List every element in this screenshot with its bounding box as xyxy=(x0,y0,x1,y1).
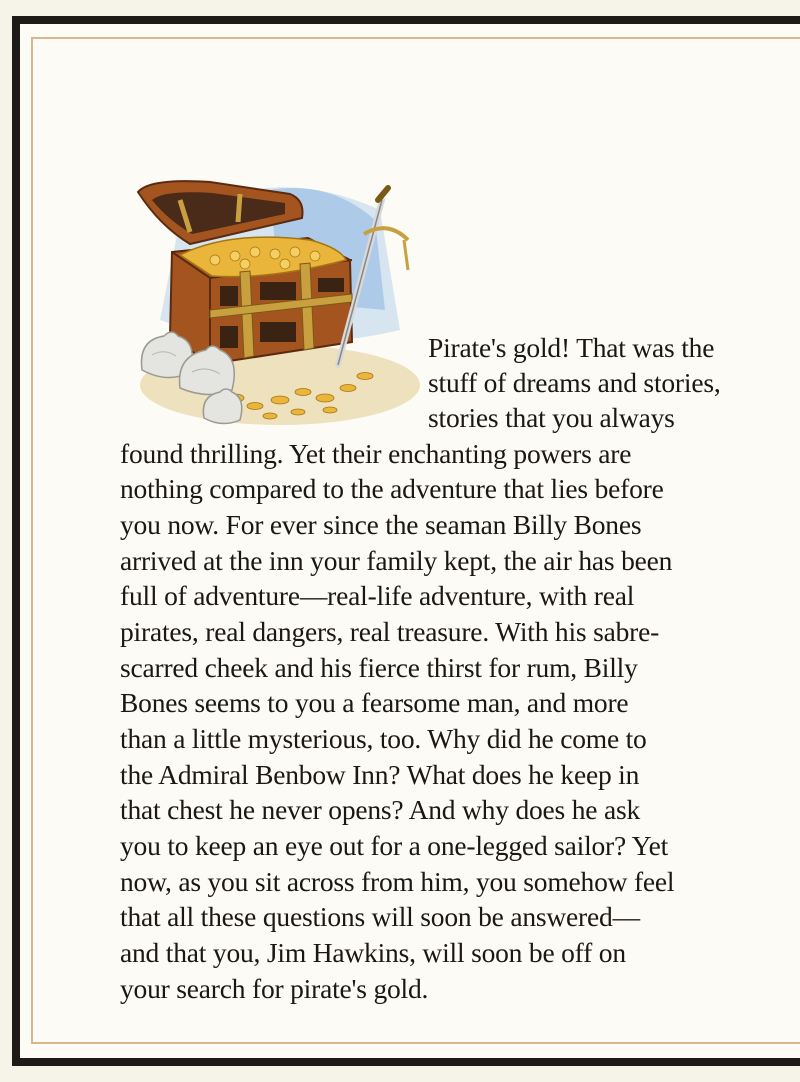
story-line: Bones seems to you a fearsome man, and more xyxy=(120,687,629,718)
story-line: now, as you sit across from him, you somehow feel xyxy=(120,866,675,897)
story-line: that chest he never opens? And why does he ask xyxy=(120,794,641,825)
story-line: arrived at the inn your family kept, the air has been xyxy=(120,545,673,576)
story-line: found thrilling. Yet their enchanting powers are xyxy=(120,438,632,469)
story-line: Pirate's gold! That was the xyxy=(428,332,715,363)
story-line: nothing compared to the adventure that lies before xyxy=(120,473,664,504)
story-line: you now. For ever since the seaman Billy Bones xyxy=(120,509,642,540)
story-line: and that you, Jim Hawkins, will soon be off on xyxy=(120,937,626,968)
story-line: that all these questions will soon be answered— xyxy=(120,901,640,932)
story-line: you to keep an eye out for a one-legged sailor? Yet xyxy=(120,830,669,861)
story-line: your search for pirate's gold. xyxy=(120,973,429,1004)
story-line: pirates, real dangers, real treasure. With his sabre- xyxy=(120,616,660,647)
story-line: stuff of dreams and stories, xyxy=(428,367,721,398)
story-line: the Admiral Benbow Inn? What does he keep in xyxy=(120,759,640,790)
story-line: scarred cheek and his fierce thirst for rum, Billy xyxy=(120,652,638,683)
story-line: than a little mysterious, too. Why did he come to xyxy=(120,723,647,754)
story-line: stories that you always xyxy=(428,402,675,433)
story-line: full of adventure—real-life adventure, with real xyxy=(120,580,635,611)
